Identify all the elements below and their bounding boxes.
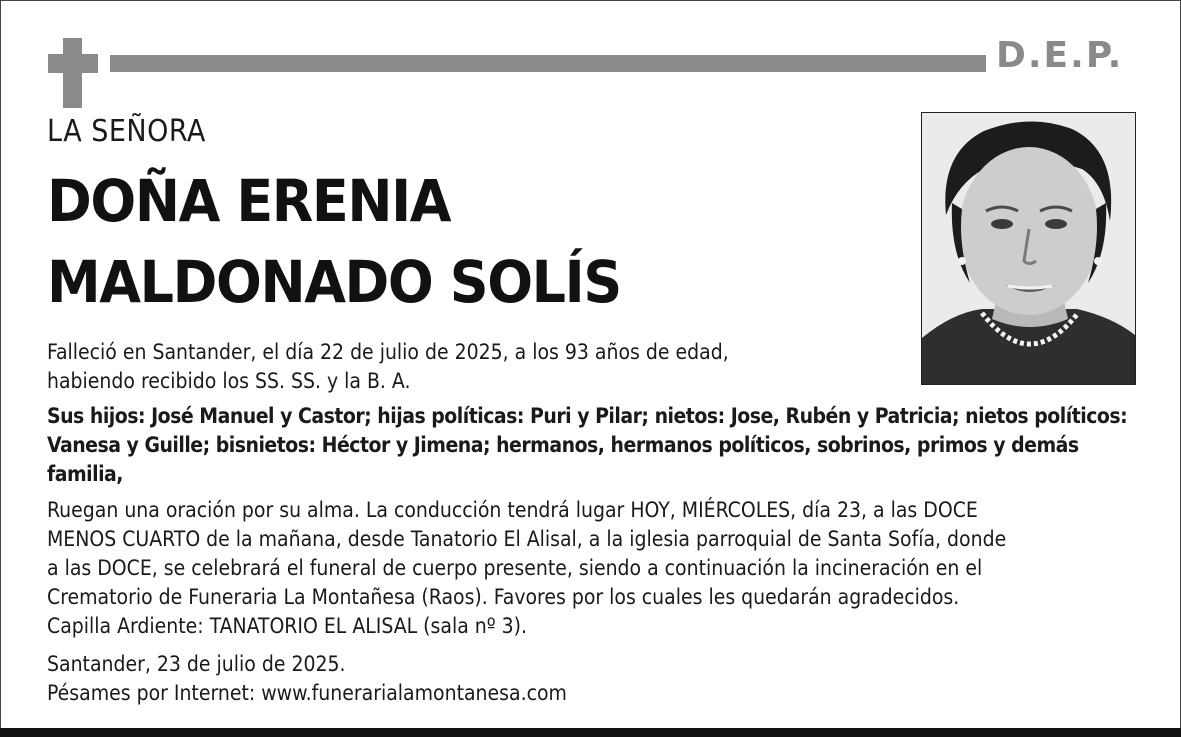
death-notice-line: habiendo recibido los SS. SS. y la B. A. (47, 369, 411, 393)
dep-label: D.E.P. (996, 35, 1124, 76)
place-date: Santander, 23 de julio de 2025. (47, 652, 346, 676)
condolences-website: Pésames por Internet: www.funerarialamontanesa.com (47, 681, 567, 705)
ceremony-line: Capilla Ardiente: TANATORIO EL ALISAL (sala nº 3). (47, 614, 528, 638)
ceremony-line: MENOS CUARTO de la mañana, desde Tanatorio El Alisal, a la iglesia parroquial de Santa Sofía, donde (47, 527, 1007, 551)
family-list: Sus hijos: José Manuel y Castor; hijas políticas: Puri y Pilar; nietos: Jose, Rubén y Patricia; nietos políticos: Vanesa y Guille; bisnietos: Héctor y Jimena; hermanos, hermanos políticos, sobrinos, primos y demás familia, (47, 404, 1128, 486)
deceased-name-line2: MALDONADO SOLÍS (47, 248, 621, 316)
footer (47, 650, 947, 708)
deceased-prefix: LA SEÑORA (47, 114, 206, 149)
ceremony-details (47, 496, 1137, 641)
deceased-name-line1: DOÑA ERENIA (47, 167, 451, 235)
ceremony-line: a las DOCE, se celebrará el funeral de cuerpo presente, siendo a continuación la incineración en el (47, 556, 983, 580)
death-notice-line: Falleció en Santander, el día 22 de julio de 2025, a los 93 años de edad, (47, 340, 729, 364)
cross-icon-bar (48, 54, 98, 73)
bottom-bar (0, 728, 1181, 737)
ceremony-line: Ruegan una oración por su alma. La conducción tendrá lugar HOY, MIÉRCOLES, día 23, a las DOCE (47, 498, 978, 522)
ceremony-line: Crematorio de Funeraria La Montañesa (Raos). Favores por los cuales les quedarán agradecidos. (47, 585, 960, 609)
death-notice (47, 338, 887, 396)
portrait-photo (921, 112, 1136, 385)
header-rule (110, 55, 986, 72)
cross-icon (63, 38, 82, 108)
